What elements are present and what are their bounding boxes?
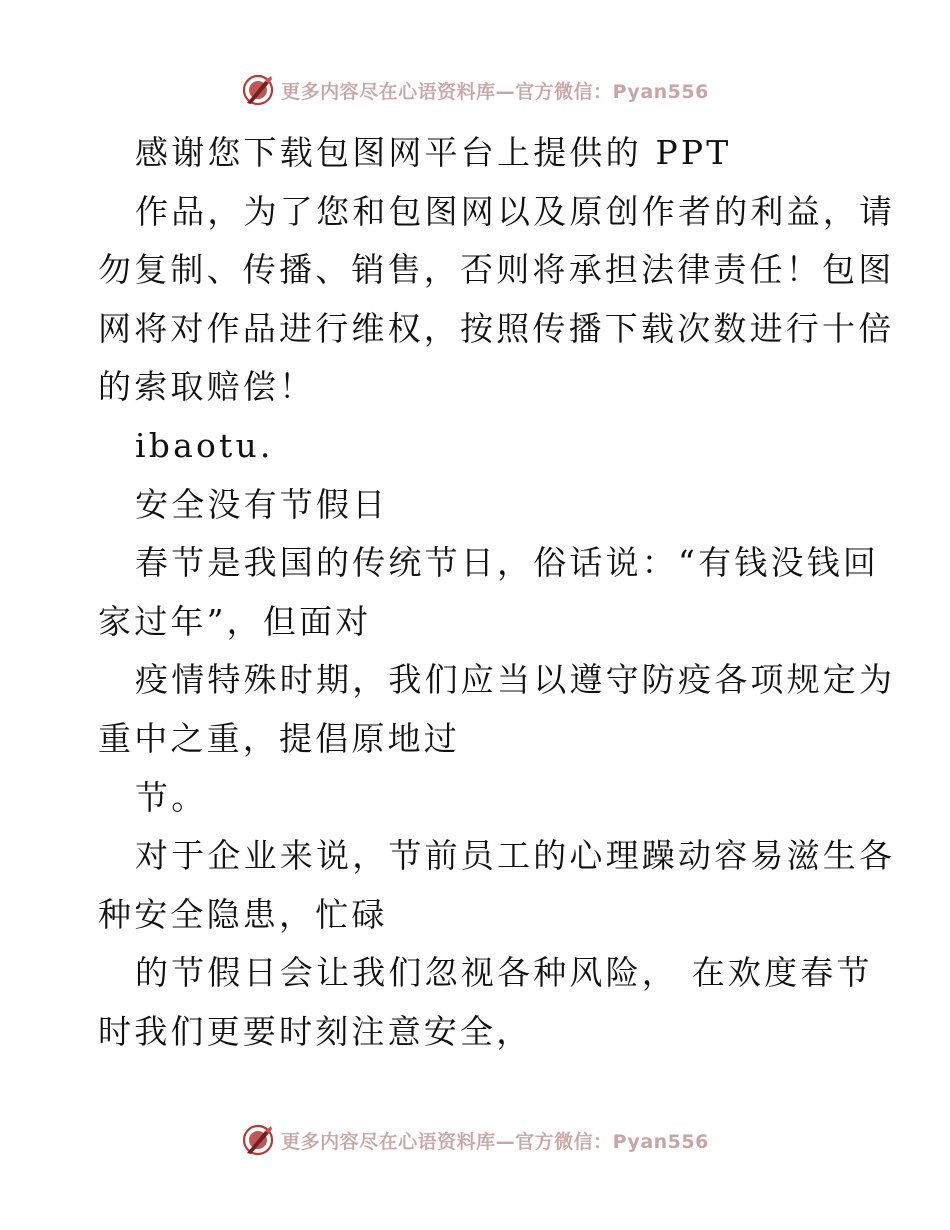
paragraph-line: 的索取赔偿！ — [98, 367, 316, 407]
paragraph-line: 作品，为了您和包图网以及原创作者的利益，请 — [135, 191, 896, 231]
quill-pen-seal-icon — [241, 1123, 275, 1157]
paragraph-line: 的节假日会让我们忽视各种风险， 在欢度春节 — [135, 953, 873, 993]
paragraph-line: 时我们更要时刻注意安全， — [98, 1011, 533, 1051]
document-body — [98, 124, 896, 1062]
watermark-text: 更多内容尽在心语资料库—官方微信：Pyan556 — [281, 1130, 709, 1153]
paragraph-line: 家过年”，但面对 — [98, 601, 372, 641]
section-title: 安全没有节假日 — [135, 484, 389, 524]
watermark-text: 更多内容尽在心语资料库—官方微信：Pyan556 — [281, 80, 709, 103]
paragraph-line: 节。 — [135, 777, 208, 817]
paragraph-line: 重中之重，提倡原地过 — [98, 718, 460, 758]
paragraph-line: 疫情特殊时期，我们应当以遵守防疫各项规定为 — [135, 660, 896, 700]
paragraph-line: 种安全隐患，忙碌 — [98, 894, 388, 934]
quill-pen-seal-icon — [241, 73, 275, 107]
header-watermark-banner — [0, 70, 950, 110]
paragraph-line: ibaotu. — [135, 425, 274, 465]
paragraph-line: 网将对作品进行维权，按照传播下载次数进行十倍 — [98, 308, 895, 348]
paragraph-line: 春节是我国的传统节日，俗话说：“有钱没钱回 — [135, 543, 880, 583]
paragraph-line: 感谢您下载包图网平台上提供的 PPT — [135, 133, 732, 172]
paragraph-line: 对于企业来说，节前员工的心理躁动容易滋生各 — [135, 836, 896, 876]
footer-watermark-banner — [0, 1120, 950, 1160]
paragraph-line: 勿复制、传播、销售，否则将承担法律责任！包图 — [98, 250, 895, 290]
